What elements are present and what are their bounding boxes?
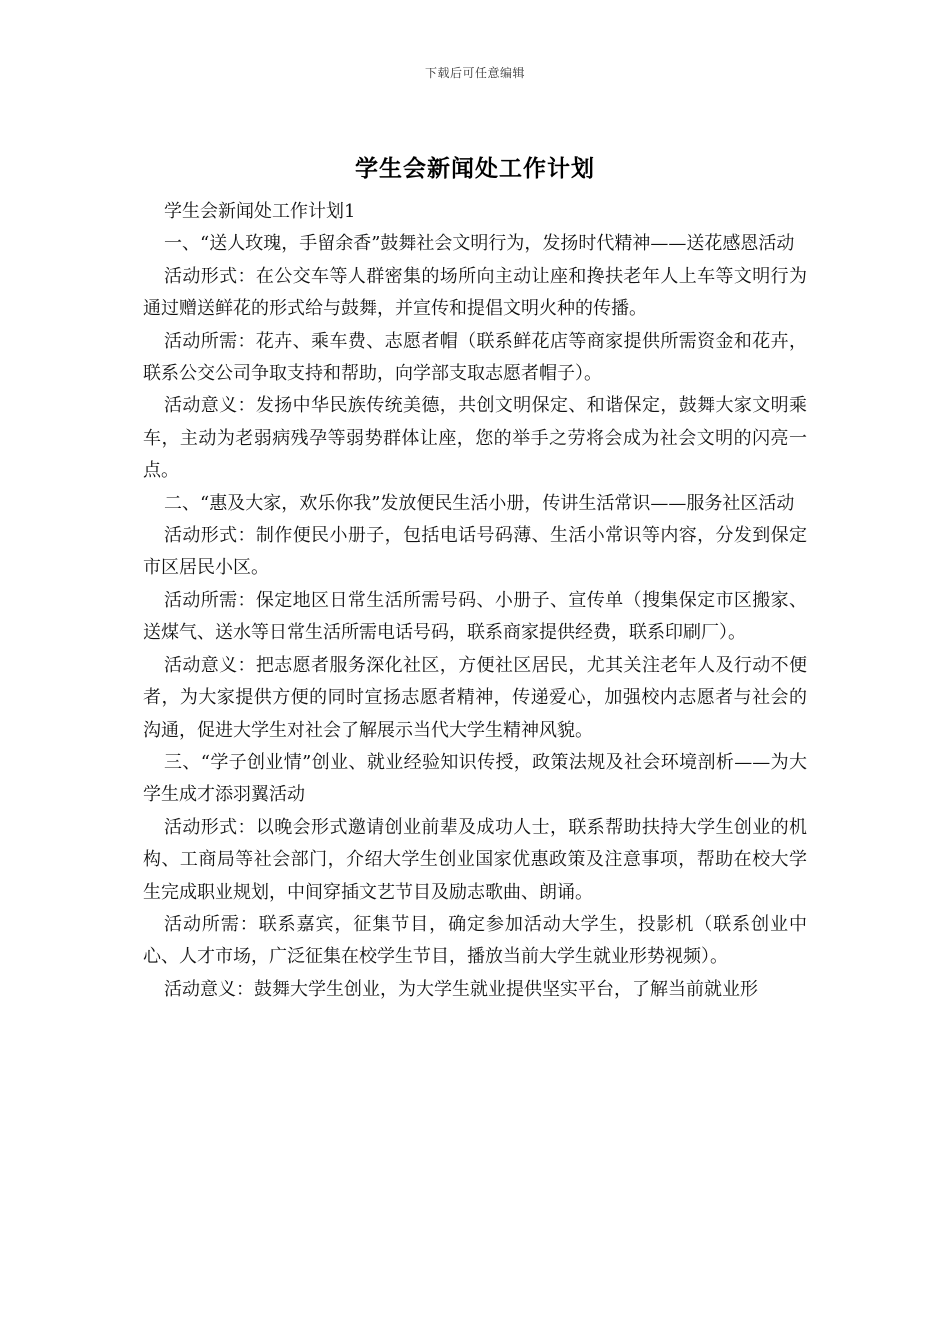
paragraph-section-2-heading: 二、“惠及大家，欢乐你我”发放便民生活小册，传讲生活常识——服务社区活动 [164, 492, 795, 514]
document-body [143, 196, 807, 1006]
header-note: 下载后可任意编辑 [424, 66, 525, 80]
paragraph-activity-meaning: 活动意义：发扬中华民族传统美德，共创文明保定、和谐保定，鼓舞大家文明乘车，主动为老弱病残孕等弱势群体让座，您的举手之劳将会成为社会文明的闪亮一点。 [143, 395, 807, 482]
document-title: 学生会新闻处工作计划 [355, 155, 595, 182]
paragraph-activity-form: 活动形式：以晚会形式邀请创业前辈及成功人士，联系帮助扶持大学生创业的机构、工商局等社会部门，介绍大学生创业国家优惠政策及注意事项，帮助在校大学生完成职业规划，中间穿插文艺节目及励志歌曲、朗诵。 [143, 816, 807, 903]
paragraph-activity-meaning: 活动意义：鼓舞大学生创业，为大学生就业提供坚实平台，了解当前就业形 [164, 978, 758, 1000]
paragraph-activity-meaning: 活动意义：把志愿者服务深化社区，方便社区居民，尤其关注老年人及行动不便者，为大家提供方便的同时宣扬志愿者精神，传递爱心，加强校内志愿者与社会的沟通，促进大学生对社会了解展示当代大学生精神风貌。 [143, 654, 807, 741]
paragraph-activity-needs: 活动所需：联系嘉宾，征集节目，确定参加活动大学生，投影机（联系创业中心、人才市场，广泛征集在校学生节目，播放当前大学生就业形势视频）。 [143, 913, 807, 968]
paragraph-section-1-heading: 一、“送人玫瑰，手留余香”鼓舞社会文明行为，发扬时代精神——送花感恩活动 [164, 233, 795, 255]
paragraph-activity-form: 活动形式：在公交车等人群密集的场所向主动让座和搀扶老年人上车等文明行为通过赠送鲜花的形式给与鼓舞，并宣传和提倡文明火种的传播。 [143, 265, 807, 320]
paragraph-subtitle: 学生会新闻处工作计划1 [164, 201, 356, 222]
paragraph-activity-needs: 活动所需：花卉、乘车费、志愿者帽（联系鲜花店等商家提供所需资金和花卉，联系公交公司争取支持和帮助，向学部支取志愿者帽子）。 [143, 330, 807, 385]
paragraph-activity-form: 活动形式：制作便民小册子，包括电话号码薄、生活小常识等内容，分发到保定市区居民小区。 [143, 525, 807, 579]
paragraph-activity-needs: 活动所需：保定地区日常生活所需号码、小册子、宣传单（搜集保定市区搬家、送煤气、送水等日常生活所需电话号码，联系商家提供经费，联系印刷厂）。 [143, 589, 807, 644]
paragraph-section-3-heading: 三、“学子创业情”创业、就业经验知识传授，政策法规及社会环境剖析——为大学生成才添羽翼活动 [143, 751, 807, 806]
